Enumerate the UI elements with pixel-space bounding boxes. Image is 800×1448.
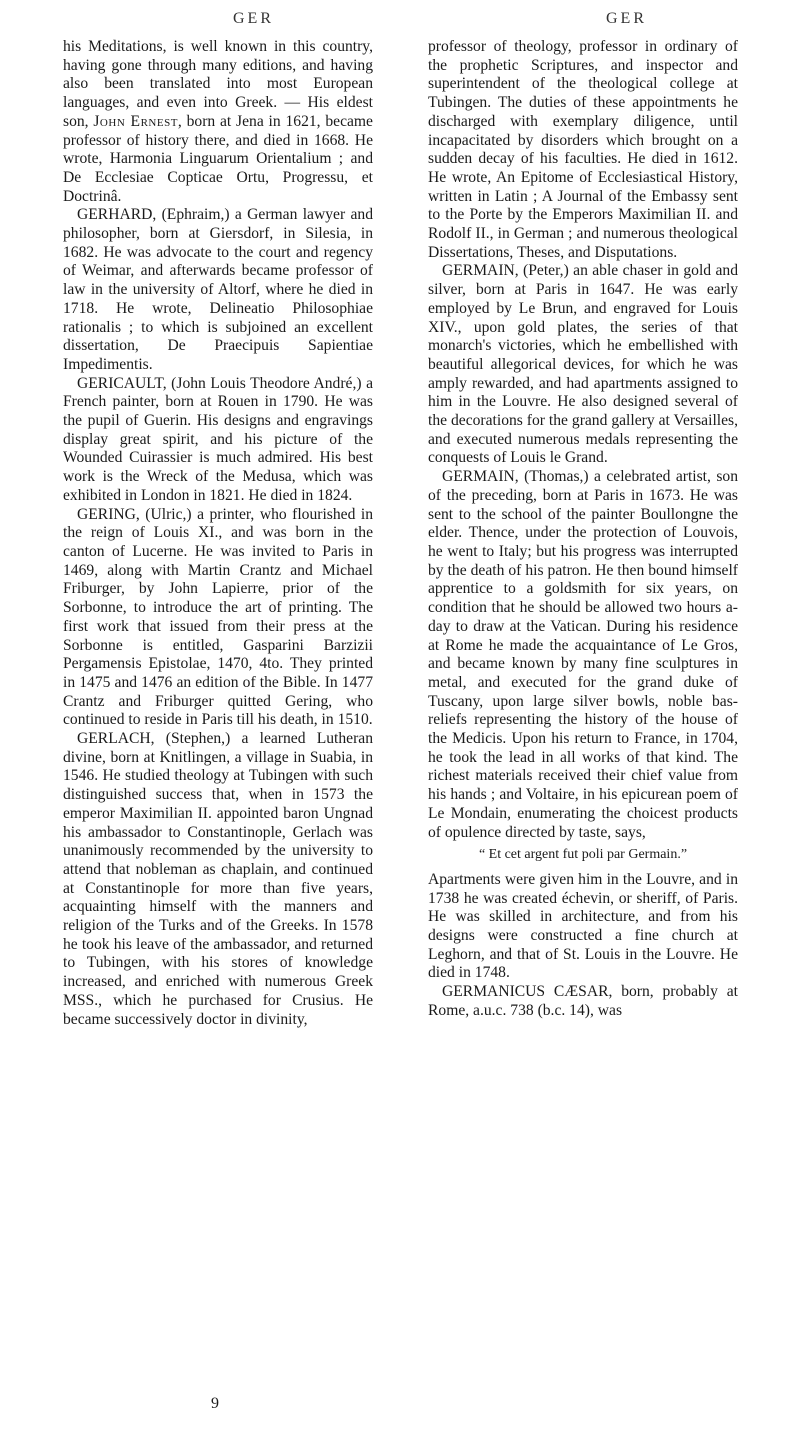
entry-text: his Meditations, is well known in this country, having gone through many editions, and having also been translated into most European languages, and even into Greek. — His eldest son,	[63, 38, 373, 130]
entry-meditations-continuation	[63, 38, 373, 206]
person-name: John Ernest	[93, 112, 178, 130]
entry-gering: GERING, (Ulric,) a printer, who flourished in the reign of Louis XI., and was born in the canton of Lucerne. He was invited to Paris in 1469, along with Martin Crantz and Michael Friburger, by John Lapierre, prior of the Sorbonne, to introduce the art of printing. The first work that issued from their press at the Sorbonne is entitled, Gasparini Barzizii Pergamensis Epistolae, 1470, 4to. They printed in 1475 and 1476 an edition of the Bible. In 1477 Crantz and Friburger quitted Gering, who continued to reside in Paris till his death, in 1510.	[63, 505, 373, 729]
entry-germain-peter: GERMAIN, (Peter,) an able chaser in gold and silver, born at Paris in 1647. He was early employed by Le Brun, and engraved for Louis XIV., upon gold plates, the series of that monarch's victories, which he embellished with beautiful allegorical devices, for which he was amply rewarded, and had apartments assigned to him in the Louvre. He also designed several of the decorations for the grand gallery at Versailles, and executed numerous medals representing the conquests of Louis le Grand.	[428, 262, 738, 467]
entry-gerhard: GERHARD, (Ephraim,) a German lawyer and philosopher, born at Giersdorf, in Silesia, in 1682. He was advocate to the court and regency of Weimar, and afterwards became professor of law in the university of Altorf, where he died in 1718. He wrote, Delineatio Philosophiae rationalis ; to which is subjoined an excellent dissertation, De Praecipuis Sapientiae Impedimentis.	[63, 206, 373, 373]
entry-germain-thomas: GERMAIN, (Thomas,) a celebrated artist, son of the preceding, born at Paris in 1673. He was sent to the school of the painter Boullongne the elder. Thence, under the protection of Louvois, he went to Italy; but his progress was interrupted by the death of his patron. He then bound himself apprentice to a goldsmith for six years, on condition that he should be allowed two hours a-day to draw at the Vatican. During his residence at Rome he made the acquaintance of Le Gros, and became known by many fine sculptures in metal, and executed for the grand duke of Tuscany, upon large silver bowls, noble bas-reliefs representing the history of the house of the Medicis. Upon his return to France, in 1704, he took the lead in all works of that kind. The richest materials received their chief value from his hands ; and Voltaire, in his epicurean poem of Le Mondain, enumerating the choicest products of opulence directed by taste, says,	[428, 468, 738, 841]
running-head-left: GER	[233, 10, 274, 27]
right-column	[428, 38, 738, 1021]
entry-germain-thomas-continuation: Apartments were given him in the Louvre, and in 1738 he was created échevin, or sheriff, of Paris. He was skilled in architecture, and from his designs were constructed a fine church at Leghorn, and that of St. Louis in the Louvre. He died in 1748.	[428, 870, 738, 982]
page-number: 9	[211, 1395, 219, 1412]
verse-quote: “ Et cet argent fut poli par Germain.”	[478, 847, 688, 863]
entry-text: , born at Jena in 1621, became professor of history there, and died in 1668. He wrote, Harmonia Linguarum Orientalium ; and De Ecclesiae Copticae Ortu, Progressu, et Doctrinâ.	[63, 112, 373, 205]
running-head-right: GER	[606, 10, 647, 27]
entry-gerlach: GERLACH, (Stephen,) a learned Lutheran divine, born at Knitlingen, a village in Suabia, in 1546. He studied theology at Tubingen with such distinguished success that, when in 1573 the emperor Maximilian II. appointed baron Ungnad his ambassador to Constantinople, Gerlach was unanimously recommended by the university to attend that nobleman as chaplain, and continued at Constantinople for more than five years, acquainting himself with the manners and religion of the Turks and of the Greeks. In 1578 he took his leave of the ambassador, and returned to Tubingen, with his stores of knowledge increased, and enriched with numerous Greek MSS., which he purchased for Crusius. He became successively doctor in divinity,	[63, 730, 373, 1028]
entry-germanicus: GERMANICUS CÆSAR, born, probably at Rome, a.u.c. 738 (b.c. 14), was	[428, 983, 738, 1019]
left-column	[63, 38, 373, 1029]
entry-gericault: GERICAULT, (John Louis Theodore André,) a French painter, born at Rouen in 1790. He was the pupil of Guerin. His designs and engravings display great spirit, and his picture of the Wounded Cuirassier is much admired. His best work is the Wreck of the Medusa, which was exhibited in London in 1821. He died in 1824.	[63, 374, 373, 504]
entry-gerlach-continuation: professor of theology, professor in ordinary of the prophetic Scriptures, and inspector and superintendent of the theological college at Tubingen. The duties of these appointments he discharged with exemplary diligence, until incapacitated by disorders which brought on a sudden decay of his faculties. He died in 1612. He wrote, An Epitome of Ecclesiastical History, written in Latin ; A Journal of the Embassy sent to the Porte by the Emperors Maximilian II. and Rodolf II., in German ; and numerous theological Dissertations, Theses, and Disputations.	[428, 38, 738, 261]
